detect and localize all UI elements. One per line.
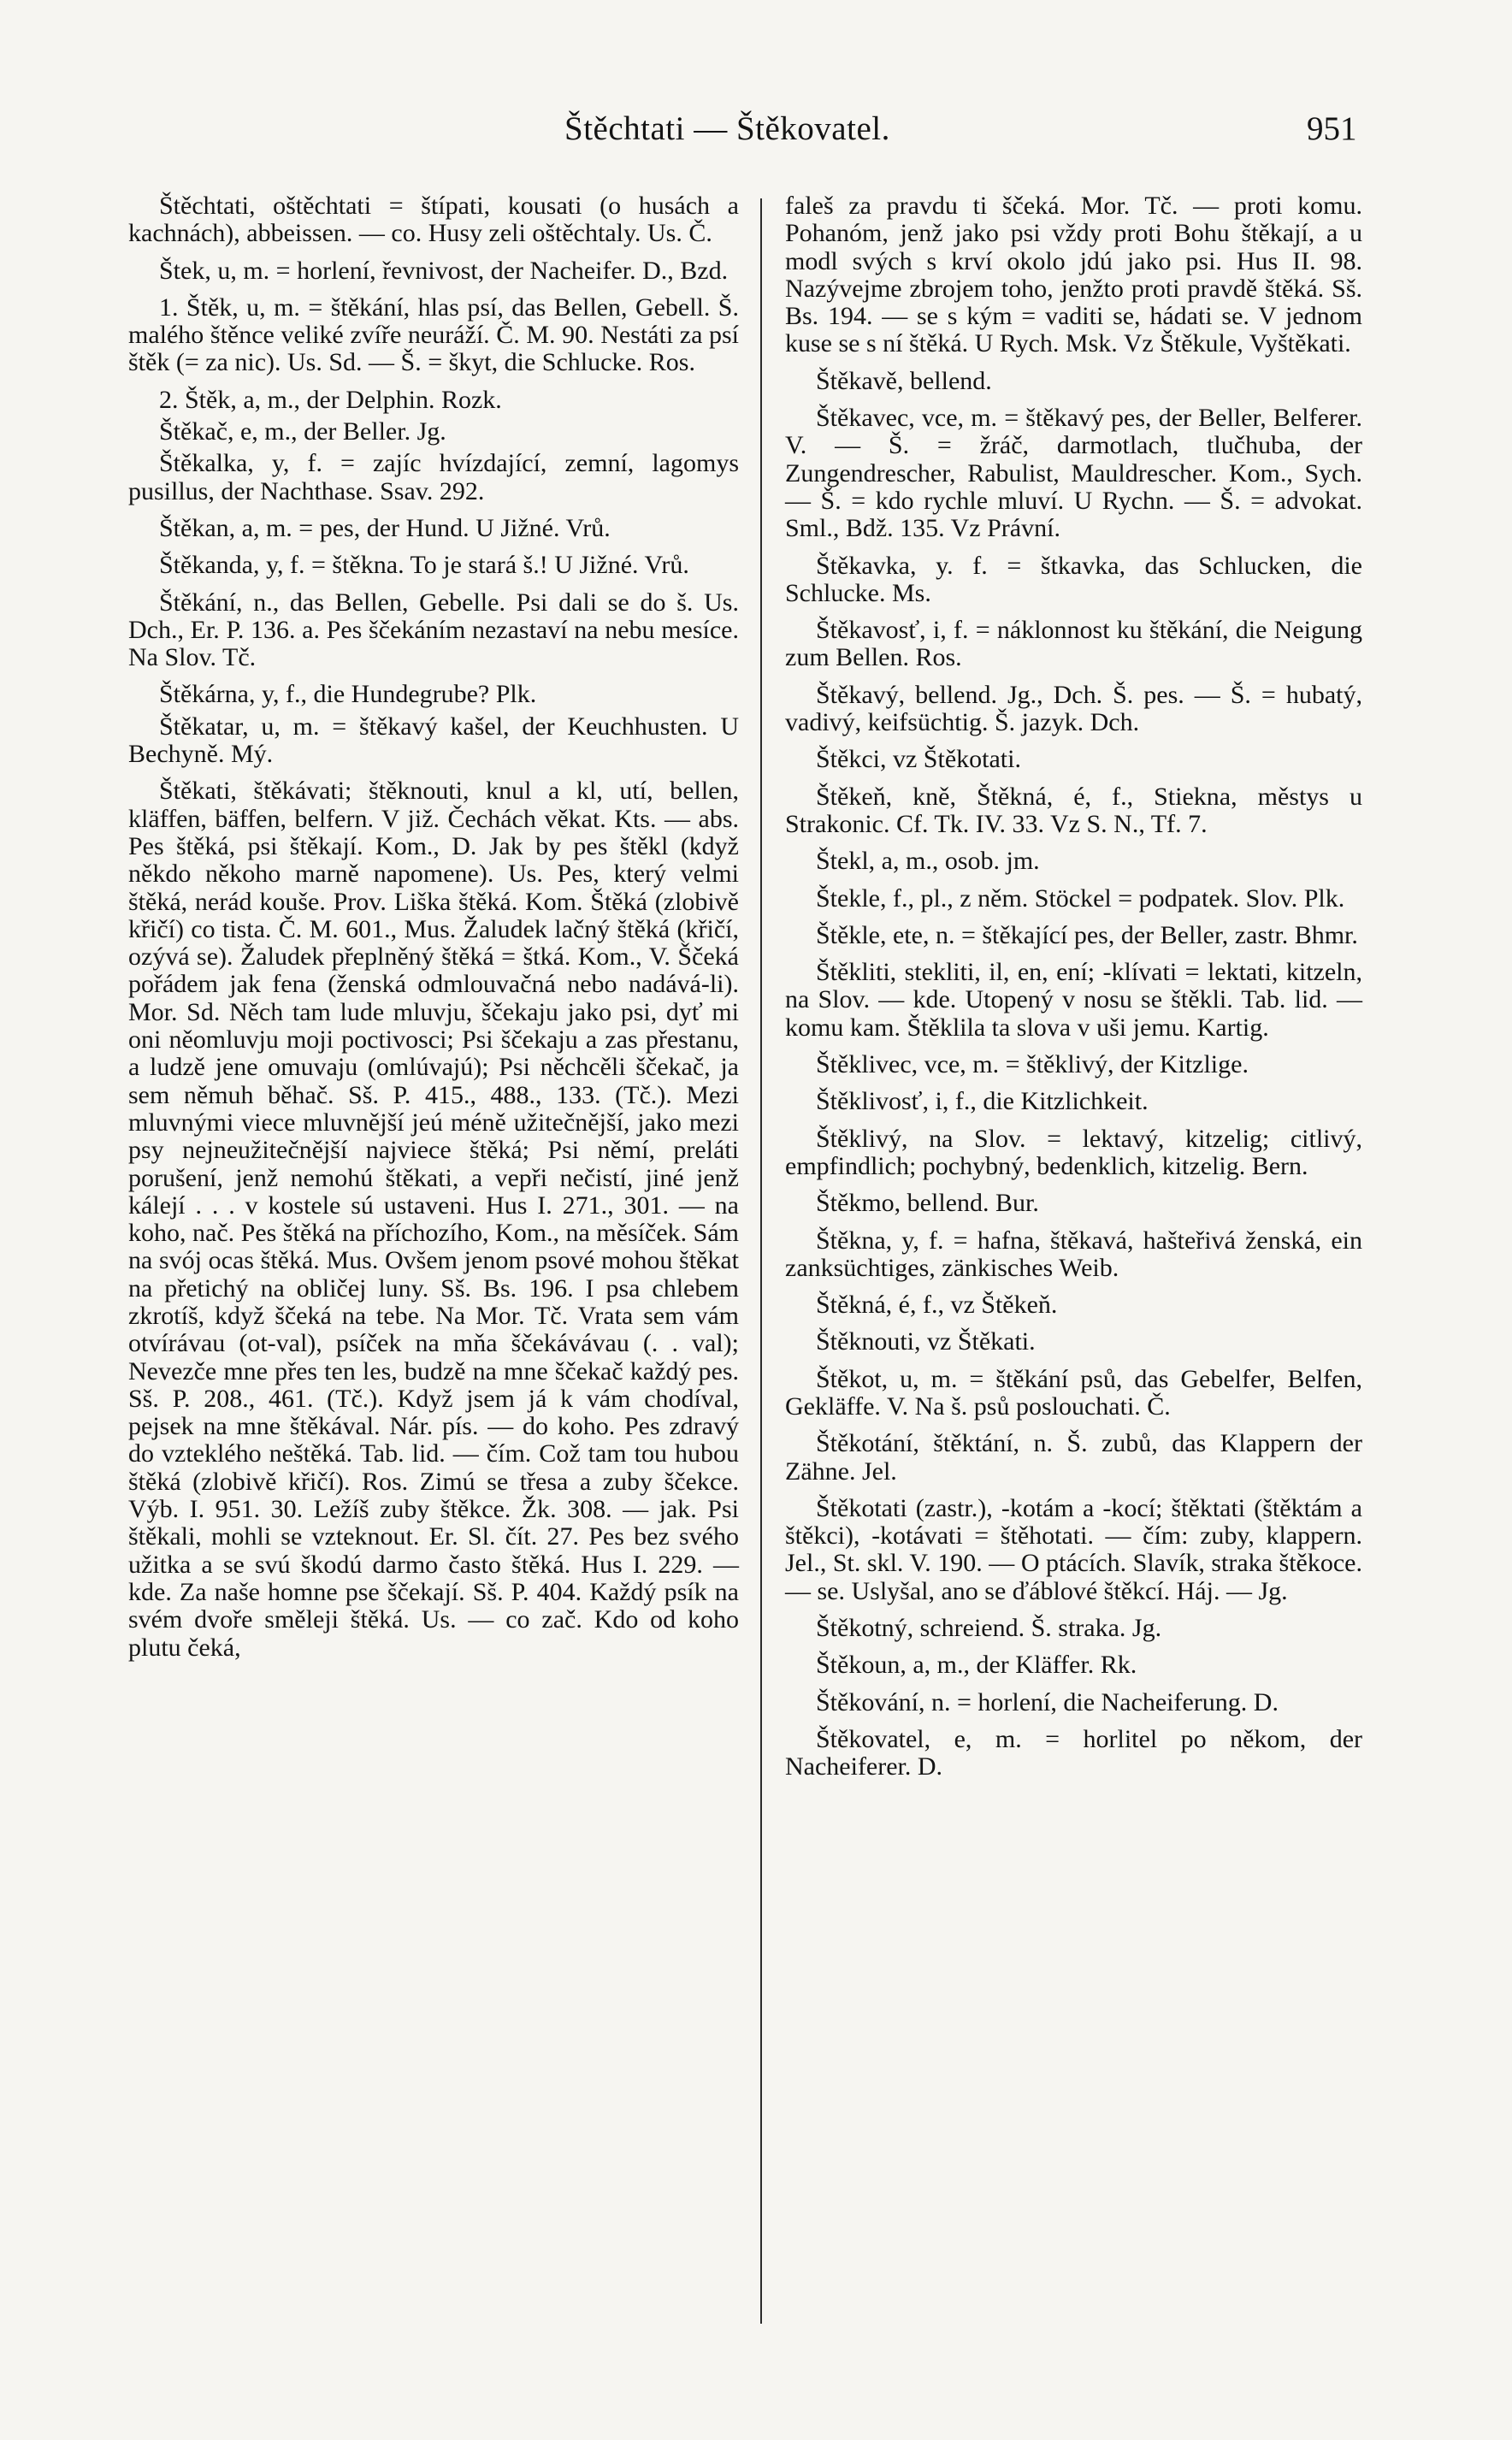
entry-stekle-ete: Štěkle, ete, n. = štěkající pes, der Beller, zastr. Bhmr. [816, 920, 1358, 949]
entry-stekarna: Štěkárna, y, f., die Hundegrube? Plk. [159, 680, 537, 709]
entry-stekotny: Štěkotný, schreiend. Š. straka. Jg. [816, 1614, 1162, 1643]
entry-steken: Štěkeň, kně, Štěkná, é, f., Stiekna, městys u Strakonic. Cf. Tk. IV. 33. Vz S. N., Tf. 7. [785, 782, 1362, 838]
entry-stekoun: Štěkoun, a, m., der Kläffer. Rk. [816, 1651, 1137, 1680]
running-head: Štěchtati — Štěkovatel. [564, 110, 890, 147]
entry-stek-1: 1. Štěk, u, m. = štěkání, hlas psí, das Bellen, Gebell. Š. malého štěnce veliké zvíře neuráží. Č. M. 90. Nestáti za psí štěk (= za nic). Us. Sd. — Š. = škyt, die Schlucke. Ros. [128, 292, 739, 377]
entry-stekotati: Štěkotati (zastr.), -kotám a -kocí; štěktati (štěktám a štěkci), -kotávati = štěhotati. — čím: zuby, klappern. Jel., St. skl. V. 190. — O ptácích. Slavík, straka štěkoce. — se. Uslyšal, ano se ďáblové štěkcí. Háj. — Jg. [785, 1493, 1362, 1605]
page-number: 951 [1307, 110, 1357, 147]
entry-stekovani: Štěkování, n. = horlení, die Nacheiferung. D. [816, 1687, 1279, 1716]
entry-stekci: Štěkci, vz Štěkotati. [816, 745, 1021, 774]
entry-stekotani: Štěkotání, štěktání, n. Š. zubů, das Klappern der Zähne. Jel. [785, 1429, 1362, 1486]
entry-stekna: Štěkna, y, f. = hafna, štěkavá, hašteřivá ženská, ein zanksüchtiges, zänkisches Weib. [785, 1226, 1362, 1282]
entry-stekl: Štekl, a, m., osob. jm. [816, 847, 1040, 876]
entry-stekovatel: Štěkovatel, e, m. = horlitel po někom, der Nacheiferer. D. [785, 1724, 1362, 1781]
entry-stekac: Štěkač, e, m., der Beller. Jg. [159, 417, 446, 446]
entry-stekan: Štěkan, a, m. = pes, der Hund. U Jižné. Vrů. [159, 513, 611, 542]
entry-stekati-continued: faleš za pravdu ti ščeká. Mor. Tč. — proti komu. Pohanóm, jenž jako psi vždy proti Bohu štěkají, a u modl svých s krví okolo jdú jako psi. Hus II. 98. Nazývejme zbrojem toho, jenžto proti pravdě štěká. Sš. Bs. 194. — se s kým = vaditi se, hádati se. V jednom kuse se s ní štěká. U Rych. Msk. Vz Štěkule, Vyštěkati. [785, 192, 1362, 358]
entry-stekavec: Štěkavec, vce, m. = štěkavý pes, der Beller, Belferer. V. — Š. = žráč, darmotlach, tlučhuba, der Zungendrescher, Rabulist, Mauldrescher. Kom., Sych. — Š. = kdo rychle mluví. U Rychn. — Š. = advokat. Sml., Bdž. 135. Vz Právní. [785, 404, 1362, 543]
left-column [128, 192, 739, 1671]
entry-steklivy: Štěklivý, na Slov. = lektavý, kitzelig; citlivý, empfindlich; pochybný, bedenklich, kitzelig. Bern. [785, 1124, 1362, 1180]
entry-stekatar: Štěkatar, u, m. = štěkavý kašel, der Keuchhusten. U Bechyně. Mý. [128, 712, 739, 769]
entry-stekna-e: Štěkná, é, f., vz Štěkeň. [816, 1291, 1058, 1320]
entry-stek-2: 2. Štěk, a, m., der Delphin. Rozk. [159, 385, 502, 414]
entry-steklivec: Štěklivec, vce, m. = štěklivý, der Kitzlige. [816, 1050, 1249, 1079]
entry-stekavy: Štěkavý, bellend. Jg., Dch. Š. pes. — Š. = hubatý, vadivý, keifsüchtig. Š. jazyk. Dch. [785, 680, 1362, 737]
entry-stekati: Štěkati, štěkávati; štěknouti, knul a kl, utí, bellen, kläffen, bäffen, belfern. V již. Čechách věkat. Kts. — abs. Pes štěká, psi štěkají. Kom., D. Jak by pes štěkl (když někdo někoho marně napomene). Us. Pes, který velmi štěká, nerád kouše. Prov. Liška štěká. Kom. Štěká (zlobivě křičí) co tista. Č. M. 601., Mus. Žaludek lačný štěká (křičí, ozývá se). Žaludek přeplněný štěká = štká. Kom., V. Ščeká pořádem jak fena (ženská odmlouvačná nebo nadává-li). Mor. Sd. Něch tam lude mluvju, ščekaju jako psi, dyť mi oni něomluvju moji poctivosci; Psi ščekaju a zas přestanu, a ludzě jene omuvaju (omlúvajú); Psi něchcěli ščekač, ja sem němuh běhač. Sš. P. 415., 488., 133. (Tč.). Mezi mluvnými viece mluvnější jeú méně užitečnější, jako mezi psy nejneužitečnější najviece štěká; Psi němí, preláti porušení, jenž nemohú štěkati, a vepři nečistí, jiné jenž kálejí . . . v kostele sú ustaveni. Hus I. 271., 301. — na koho, nač. Pes štěká na příchozího, Kom., na měsíček. Sám na svój ocas štěká. Mus. Ovšem jenom psové mohou štěkat na přetichý na obličej luny. Sš. Bs. 196. I psa chlebem zkrotíš, když ščeká na tebe. Na Mor. Tč. Vrata sem vám otvírávau (ot-val), psíček na mňa ščekávávau (. . val); Nevezče mne přes ten les, budzě na mne ščekač každý pes. Sš. P. 208., 461. (Tč.). Když jsem já k vám chodíval, pejsek na mne štěkával. Nár. pís. — do koho. Pes zdravý do vzteklého neštěká. Tab. lid. — čím. Což tam tou hubou štěká (zlobivě křičí). Ros. Zimú se třesa a zuby ščekce. Výb. I. 951. 30. Ležíš zuby štěkce. Žk. 308. — jak. Psi štěkali, mohli se vzteknout. Er. Sl. čít. 27. Pes bez svého užitka a se svú škodú darmo často štěká. Hus I. 229. — kde. Za naše homne pse ščekají. Sš. P. 404. Každý psík na svém dvoře směleji štěká. Us. — co zač. Kdo od koho plutu čeká, [128, 777, 739, 1662]
entry-stekle: Štekle, f., pl., z něm. Stöckel = podpatek. Slov. Plk. [816, 883, 1345, 913]
entry-stek: Štek, u, m. = horlení, řevnivost, der Nacheifer. D., Bzd. [159, 256, 729, 285]
entry-stekave: Štěkavě, bellend. [816, 366, 992, 395]
entry-steknouti: Štěknouti, vz Štěkati. [816, 1327, 1036, 1356]
column-divider [760, 198, 762, 2324]
entry-stekmo: Štěkmo, bellend. Bur. [816, 1189, 1039, 1218]
right-column [785, 192, 1362, 1791]
entry-stekalka: Štěkalka, y, f. = zajíc hvízdající, zemní, lagomys pusillus, der Nachthase. Ssav. 292. [128, 449, 739, 505]
entry-stekanda: Štěkanda, y, f. = štěkna. To je stará š.! U Jižné. Vrů. [159, 551, 689, 580]
entry-stekavka: Štěkavka, y. f. = štkavka, das Schlucken, die Schlucke. Ms. [785, 551, 1362, 607]
entry-stechtati: Štěchtati, oštěchtati = štípati, kousati (o husách a kachnách), abbeissen. — co. Husy zeli oštěchtaly. Us. Č. [128, 192, 739, 248]
entry-stekavost: Štěkavosť, i, f. = náklonnost ku štěkání, die Neigung zum Bellen. Ros. [785, 616, 1362, 672]
entry-stekani: Štěkání, n., das Bellen, Gebelle. Psi dali se do š. Us. Dch., Er. P. 136. a. Pes ščekáním nezastaví na nebu mesíce. Na Slov. Tč. [128, 588, 739, 672]
entry-stekot: Štěkot, u, m. = štěkání psů, das Gebelfer, Belfen, Gekläffe. V. Na š. psů poslouchati. Č. [785, 1364, 1362, 1421]
entry-steklivost: Štěklivosť, i, f., die Kitzlichkeit. [816, 1087, 1149, 1116]
entry-stekliti: Štěkliti, stekliti, il, en, ení; -klívati = lektati, kitzeln, na Slov. — kde. Utopený v nosu se štěkli. Tab. lid. — komu kam. Štěklila ta slova v uši jemu. Kartig. [785, 958, 1362, 1042]
